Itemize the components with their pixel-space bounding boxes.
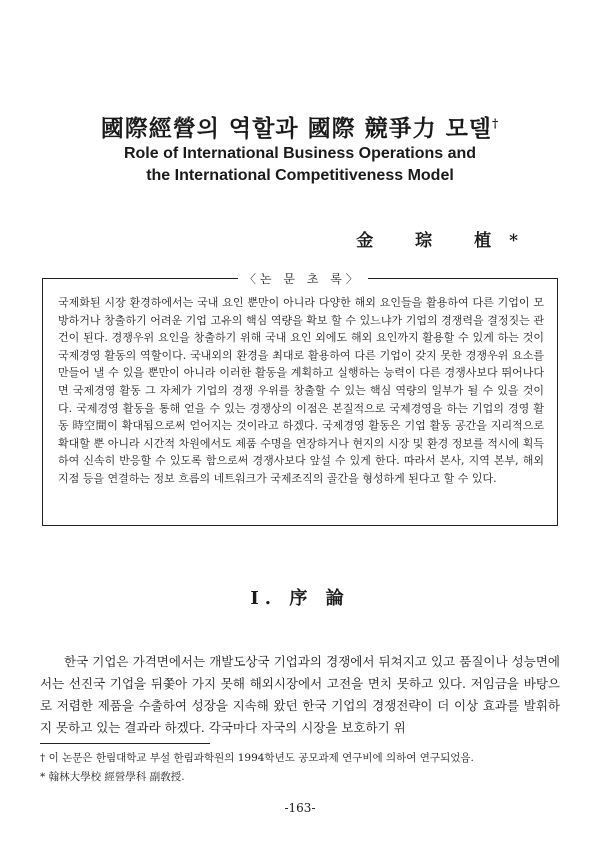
title-english (0, 143, 600, 187)
author-name: 金 琮 植* (356, 231, 536, 251)
footnote-affiliation: * 翰林大學校 經營學科 副敎授. (40, 771, 185, 783)
body-paragraph: 한국 기업은 가격면에서는 개발도상국 기업과의 경쟁에서 뒤쳐지고 있고 품질이나 성능면에서는 선진국 기업을 뒤쫓아 가지 못해 해외시장에서 고전을 면치 못하고 있다. 저임금을 바탕으로 저렴한 제품을 수출하여 성장을 지속해 왔던 한국 기업의 경쟁전략이 더 이상 효과를 발휘하지 못하고 있는 결과라 하겠다. 각국마다 자국의 시장을 보호하기 위 (40, 654, 560, 735)
abstract-label: 〈논 문 초 록〉 (238, 270, 368, 287)
title-dagger: † (492, 116, 500, 131)
title-english-line-1: Role of International Business Operations and (123, 145, 477, 162)
footnote-funding: † 이 논문은 한림대학교 부설 한림과학원의 1994학년도 공모과제 연구비에 의하여 연구되었음. (40, 752, 474, 764)
abstract-text: 국제화된 시장 환경하에서는 국내 요인 뿐만이 아니라 다양한 해외 요인들을 활용하여 다른 기업이 모방하거나 창출하기 어려운 기업 고유의 핵심 역량을 확보 할 수 있느냐가 기업의 경쟁력을 결정짓는 관건이 된다. 경쟁우위 요인을 창출하기 위해 국내 요인 외에도 해외 요인까지 활용할 수 있게 하는 것이 국제경영 활동의 역할이다. 국내외의 환경을 최대로 활용하여 다른 기업이 갖지 못한 경쟁우위 요소를 만들어 낼 수 있을 뿐만이 아니라 이러한 활동을 계획하고 실행하는 능력이 다른 경쟁사보다 뛰어나다면 국제경영 활동 그 자체가 기업의 경쟁 우위를 창출할 수 있는 핵심 역량의 일부가 될 수 있을 것이다. 국제경영 활동을 통해 얻을 수 있는 경쟁상의 이점은 본질적으로 국제경영을 하는 기업의 경영 활동 時空間이 확대됨으로써 얻어지는 것이라고 하겠다. 국제경영 활동은 기업 활동 공간을 지리적으로 확대할 뿐 아니라 시간적 차원에서도 제품 수명을 연장하거나 현지의 시장 및 환경 정보를 적시에 획득하여 신속히 반응할 수 있도록 함으로써 경쟁사보다 앞설 수 있게 한다. 따라서 본사, 지역 본부, 해외지점 등을 연결하는 정보 흐름의 네트워크가 국제조직의 골간을 형성하게 된다고 할 수 있다. (58, 296, 544, 485)
title-korean (0, 110, 600, 143)
section-heading: I. 序 論 (250, 588, 350, 609)
title-korean-text: 國際經營의 역할과 國際 競爭力 모델 (100, 115, 493, 142)
footnote-divider (40, 743, 210, 744)
title-english-line-2: the International Competitiveness Model (146, 167, 454, 184)
page-number: -163- (284, 801, 316, 815)
